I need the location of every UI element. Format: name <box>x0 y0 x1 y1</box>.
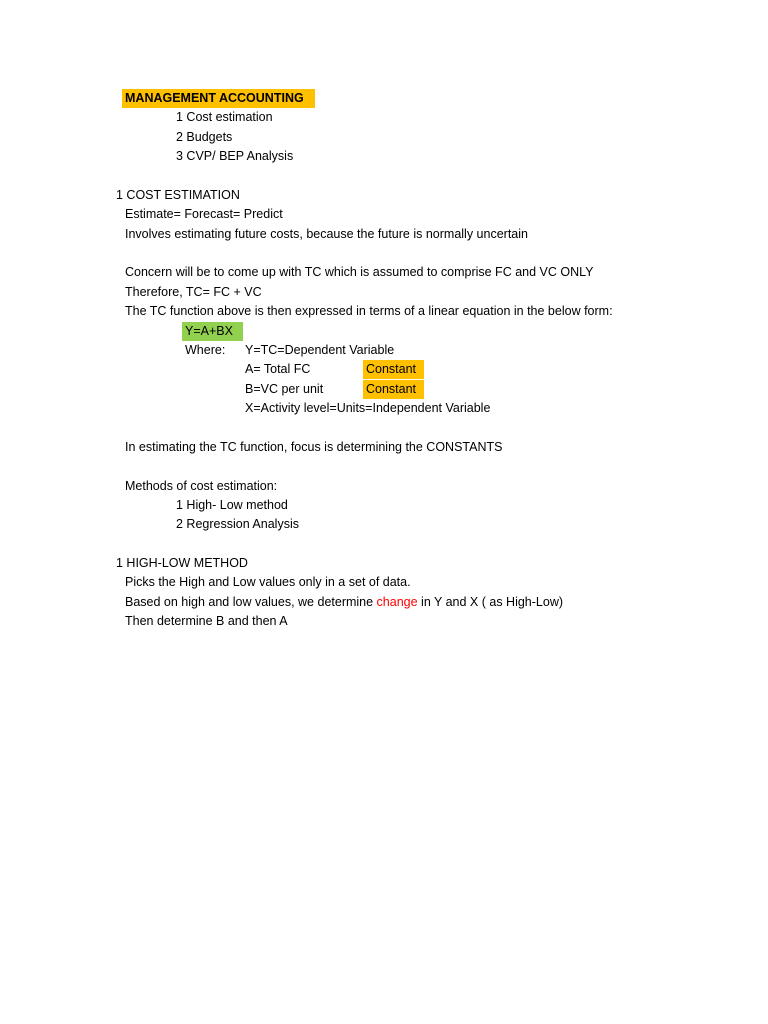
definition-a-tag-row <box>363 360 424 379</box>
page-title: MANAGEMENT ACCOUNTING <box>122 89 315 108</box>
methods-heading: Methods of cost estimation: <box>125 479 278 493</box>
definition-y: Y=TC=Dependent Variable <box>245 343 395 357</box>
section1-line3: Concern will be to come up with TC which is assumed to comprise FC and VC ONLY <box>125 265 594 279</box>
section1-line5: The TC function above is then expressed in terms of a linear equation in the below form: <box>125 304 613 318</box>
section2-line2-post: in Y and X ( as High-Low) <box>417 595 564 609</box>
section1-line1: Estimate= Forecast= Predict <box>125 207 283 221</box>
section2-line3: Then determine B and then A <box>125 614 288 628</box>
definition-b-tag-row <box>363 380 424 399</box>
constant-badge: Constant <box>363 360 424 379</box>
section2-line1: Picks the High and Low values only in a set of data. <box>125 575 411 589</box>
equation: Y=A+BX <box>182 322 243 341</box>
method-item-1: 1 High- Low method <box>176 498 288 512</box>
definition-x: X=Activity level=Units=Independent Variable <box>245 401 491 415</box>
contents-item-1: 1 Cost estimation <box>176 110 273 124</box>
section2-line2-pre: Based on high and low values, we determine <box>125 595 377 609</box>
definition-a: A= Total FC <box>245 362 311 376</box>
contents-item-3: 3 CVP/ BEP Analysis <box>176 149 294 163</box>
section1-line2: Involves estimating future costs, because the future is normally uncertain <box>125 227 528 241</box>
change-emphasis: change <box>376 595 418 609</box>
contents-item-2: 2 Budgets <box>176 130 233 144</box>
title-row <box>122 89 315 108</box>
where-label: Where: <box>185 343 226 357</box>
focus-line: In estimating the TC function, focus is determining the CONSTANTS <box>125 440 503 454</box>
definition-b: B=VC per unit <box>245 382 324 396</box>
equation-row <box>182 322 243 341</box>
method-item-2: 2 Regression Analysis <box>176 517 299 531</box>
section1-line4: Therefore, TC= FC + VC <box>125 285 262 299</box>
constant-badge: Constant <box>363 380 424 399</box>
section2-heading: 1 HIGH-LOW METHOD <box>116 556 248 570</box>
section2-line2 <box>125 593 563 612</box>
section1-heading: 1 COST ESTIMATION <box>116 188 240 202</box>
